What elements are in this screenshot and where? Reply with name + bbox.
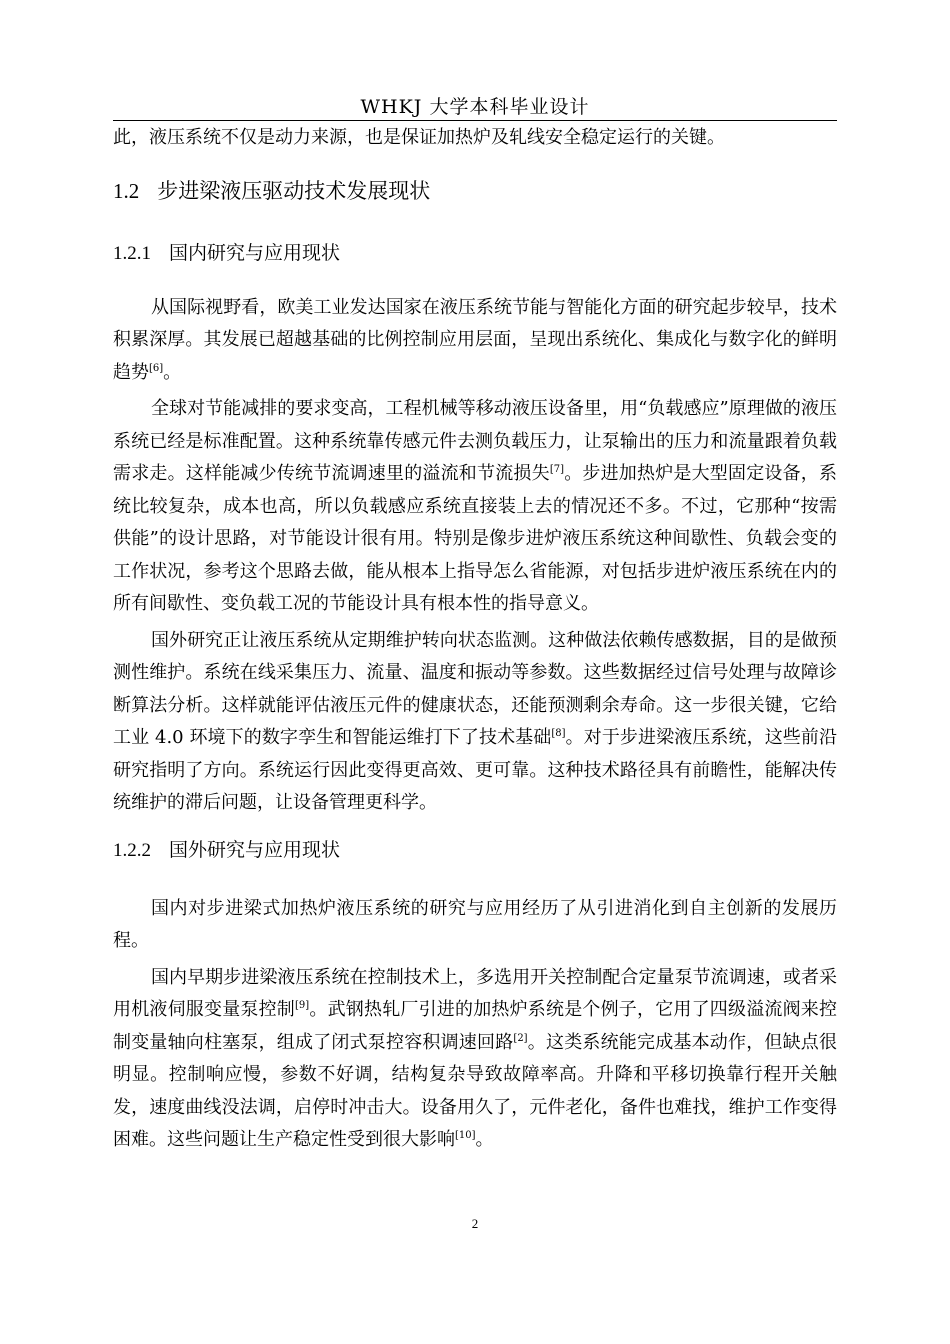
paragraph-text: 从国际视野看，欧美工业发达国家在液压系统节能与智能化方面的研究起步较早，技术积累深厚。其发展已超越基础的比例控制应用层面，呈现出系统化、集成化与数字化的鲜明趋势 <box>113 296 837 383</box>
paragraph <box>113 625 837 820</box>
paragraph <box>113 292 837 390</box>
paragraph-text: 。对于步进梁液压系统，这些前沿研究指明了方向。系统运行因此变得更高效、更可靠。这种技术路径具有前瞻性，能解决传统维护的滞后问题，让设备管理更科学。 <box>113 727 837 813</box>
paragraph <box>113 962 837 1157</box>
citation: [2] <box>513 1032 528 1044</box>
citation: [10] <box>455 1130 476 1141</box>
page-header: WHKJ 大学本科毕业设计 <box>360 96 590 118</box>
page-number: 2 <box>471 1216 479 1231</box>
section-heading-1-2-1 <box>113 237 837 270</box>
section-title: 步进梁液压驱动技术发展现状 <box>157 178 431 203</box>
paragraph-text: 国内早期步进梁液压系统在控制技术上，多选用开关控制配合定量泵节流调速，或者采用机液伺服变量泵控制 <box>113 966 837 1020</box>
intro-paragraph: 此，液压系统不仅是动力来源，也是保证加热炉及轧线安全稳定运行的关键。 <box>113 127 725 148</box>
paragraph-text: 全球对节能减排的要求变高，工程机械等移动液压设备里，用“负载感应”原理做的液压系统已经是标准配置。这种系统靠传感元件去测负载压力，让泵输出的压力和流量跟着负载需求走。这样能减少传统节流调速里的溢流和节流损失 <box>113 398 837 484</box>
section-title: 国外研究与应用现状 <box>169 838 341 861</box>
paragraph: 国内对步进梁式加热炉液压系统的研究与应用经历了从引进消化到自主创新的发展历程。 <box>113 897 837 951</box>
paragraph-text: 国外研究正让液压系统从定期维护转向状态监测。这种做法依赖传感数据，目的是做预测性维护。系统在线采集压力、流量、温度和振动等参数。这些数据经过信号处理与故障诊断算法分析。这样就能评估液压元件的健康状态，还能预测剩余寿命。这一步很关键，它给工业 4.0 环境下的数字孪生和智能运维打下了技术基础 <box>113 629 837 748</box>
paragraph-text: 。武钢热轧厂引进的加热炉系统是个例子，它用了四级溢流阀来控制变量轴向柱塞泵，组成了闭式泵控容积调速回路 <box>113 999 838 1053</box>
section-heading-1-2 <box>113 175 837 207</box>
header-divider <box>113 120 837 121</box>
paragraph-text: 。步进加热炉是大型固定设备，系统比较复杂，成本也高，所以负载感应系统直接装上去的情况还不多。不过，它那种“按需供能”的设计思路，对节能设计很有用。特别是像步进炉液压系统这种间歇性、负载会变的工作状况，参考这个思路去做，能从根本上指导怎么省能源，对包括步进炉液压系统在内的所有间歇性、变负载工况的节能设计具有根本性的指导意义。 <box>113 463 838 614</box>
section-title: 国内研究与应用现状 <box>169 241 341 264</box>
document-body <box>113 122 837 1161</box>
section-number: 1.2.2 <box>113 839 151 861</box>
paragraph-text: 。这类系统能完成基本动作，但缺点很明显。控制响应慢，参数不好调，结构复杂导致故障率高。升降和平移切换靠行程开关触发，速度曲线没法调，启停时冲击大。设备用久了，元件老化，备件也难找，维护工作变得困难。这些问题让生产稳定性受到很大影响 <box>113 1031 838 1150</box>
section-heading-1-2-2 <box>113 834 837 867</box>
citation: [8] <box>551 728 566 739</box>
citation: [9] <box>295 1000 310 1011</box>
section-number: 1.2.1 <box>113 242 151 264</box>
paragraph <box>113 393 837 621</box>
paragraph-text: 。 <box>475 1129 494 1150</box>
citation: [7] <box>549 464 564 475</box>
paragraph-text: 。 <box>163 361 182 383</box>
section-number: 1.2 <box>113 178 140 203</box>
citation: [6] <box>149 362 164 374</box>
